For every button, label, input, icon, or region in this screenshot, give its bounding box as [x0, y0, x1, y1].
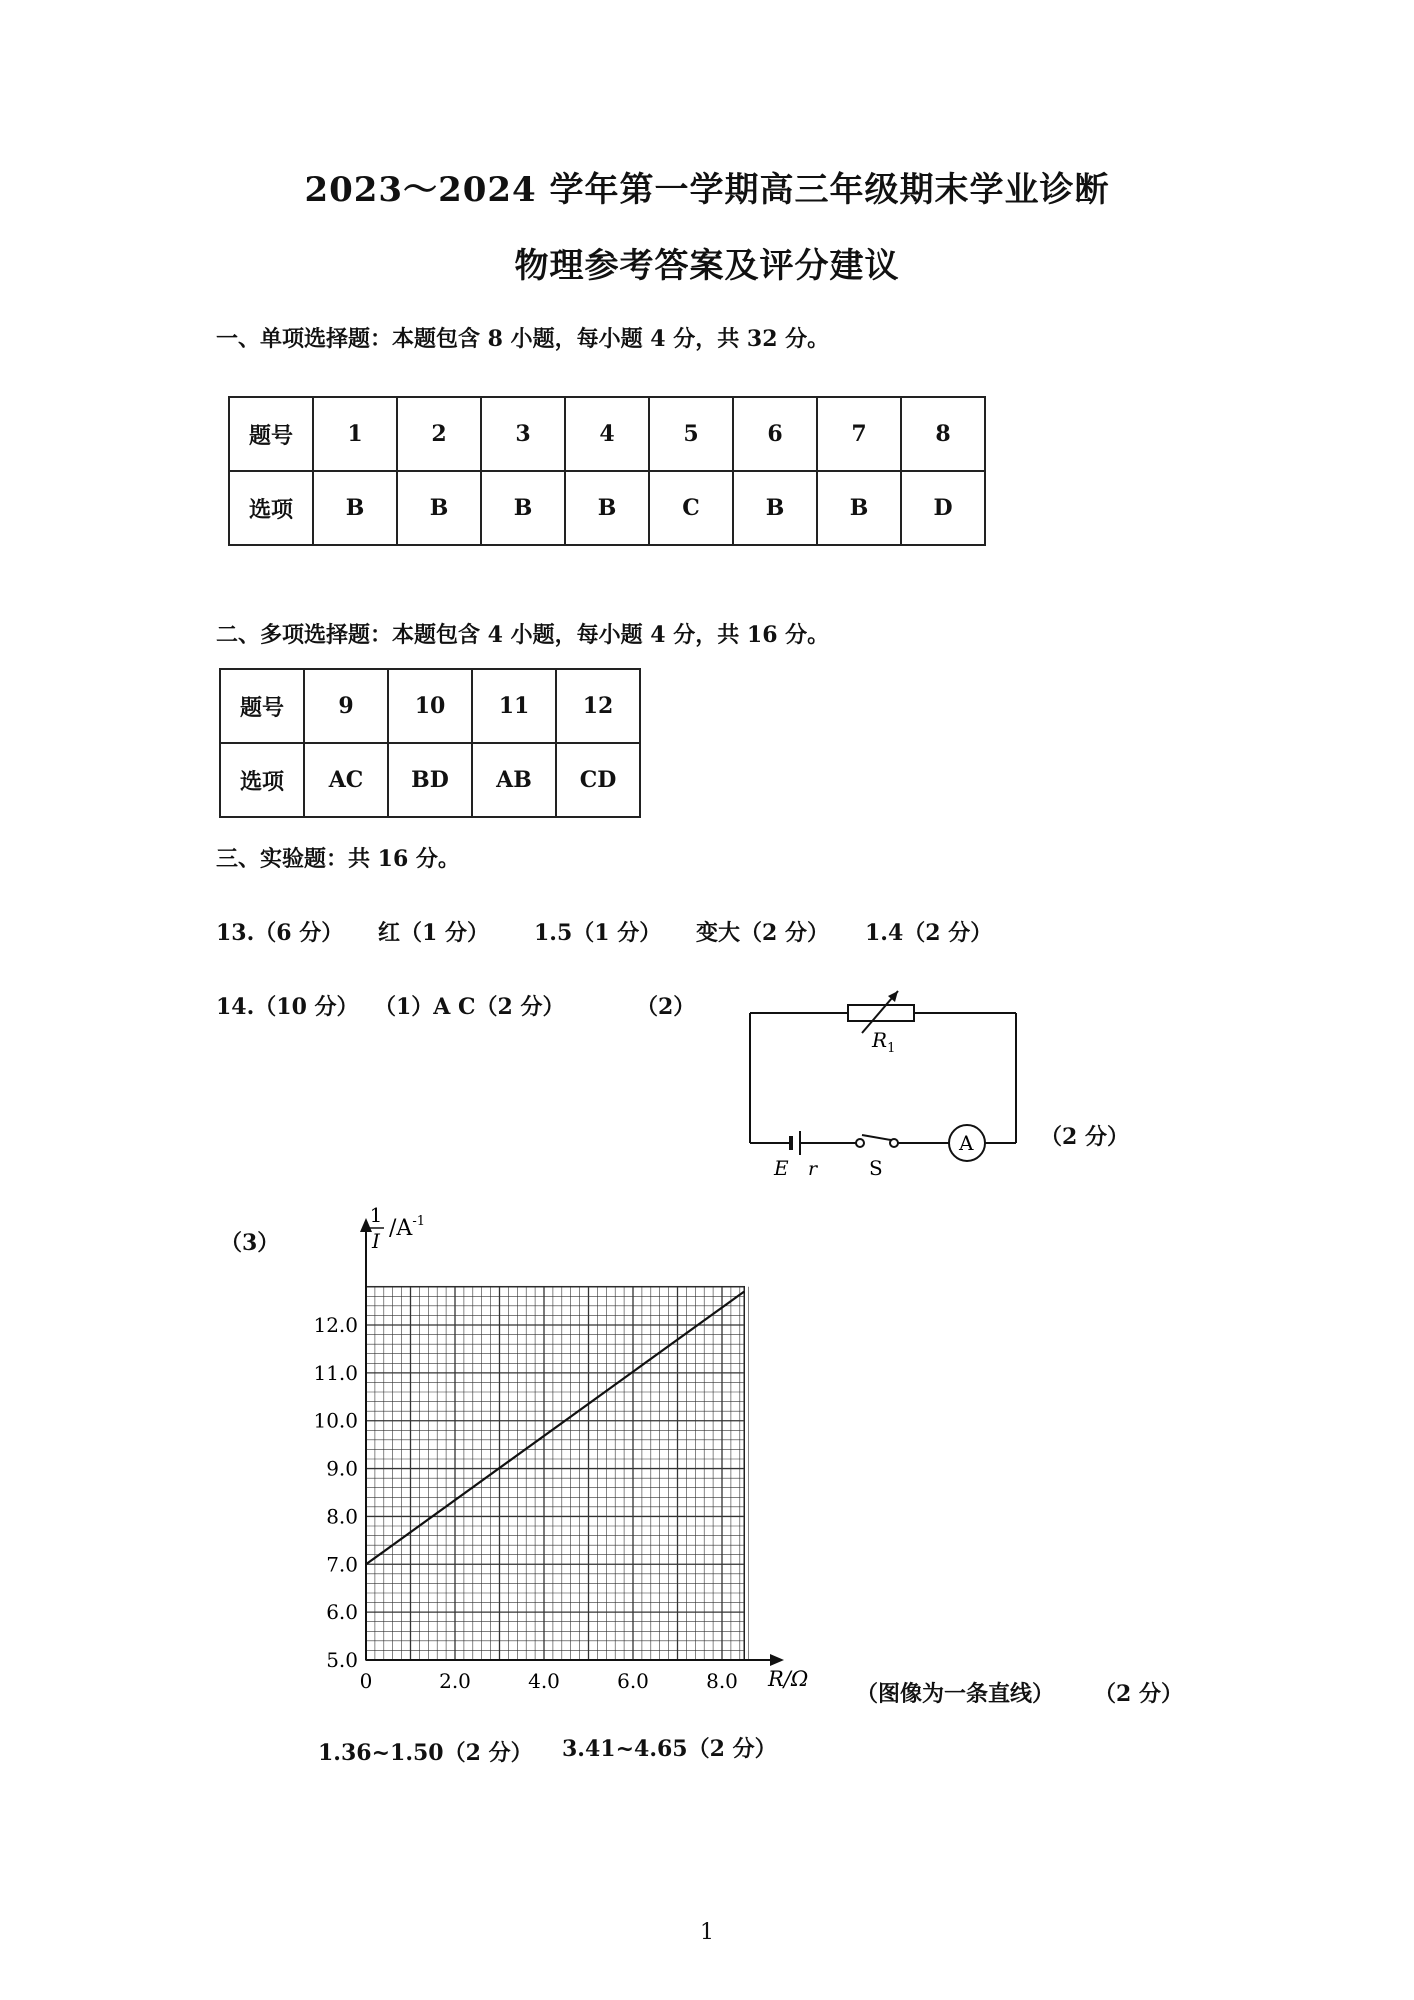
rheostat-label: $R_1$	[872, 1028, 896, 1056]
y-label-unit: $/A^{-1}$	[389, 1214, 425, 1241]
switch-contact	[890, 1139, 898, 1147]
question-number: 5	[649, 397, 733, 471]
y-tick-label: 11.0	[313, 1360, 358, 1385]
section2-heading: 二、多项选择题：本题包含 4 小题，每小题 4 分，共 16 分。	[216, 622, 830, 648]
row-label: 题号	[229, 397, 313, 471]
multiple-choice-table	[219, 668, 641, 818]
question-number: 6	[733, 397, 817, 471]
q13-answer: 1.4（2 分）	[865, 920, 993, 946]
table-row	[220, 669, 640, 743]
grid-border	[366, 1287, 744, 1660]
q14-part3-answer: 3.41~4.65（2 分）	[562, 1736, 777, 1762]
q14-part3-label: （3）	[220, 1230, 280, 1256]
y-label-denominator: I	[372, 1229, 380, 1253]
ammeter-label: A	[959, 1131, 974, 1155]
q13-label: 13.（6 分）	[216, 920, 344, 946]
section3-heading: 三、实验题：共 16 分。	[216, 846, 460, 872]
switch-contact	[856, 1139, 864, 1147]
answer-cell: AB	[472, 743, 556, 817]
y-tick-label: 8.0	[326, 1504, 358, 1529]
row-label: 选项	[220, 743, 304, 817]
row-label: 选项	[229, 471, 313, 545]
page-subtitle: 物理参考答案及评分建议	[514, 246, 900, 286]
y-label-numerator: 1	[369, 1203, 383, 1227]
switch-label: S	[869, 1156, 883, 1180]
table-row	[229, 397, 985, 471]
reciprocal-current-chart	[290, 1190, 850, 1710]
q14-part1: （1）A C（2 分）	[374, 994, 565, 1020]
row-label: 题号	[220, 669, 304, 743]
q13-answer: 1.5（1 分）	[534, 920, 662, 946]
answer-cell: AC	[304, 743, 388, 817]
question-number: 11	[472, 669, 556, 743]
circuit-diagram	[730, 975, 1030, 1195]
rheostat-resistor	[848, 1005, 914, 1021]
answer-cell: B	[397, 471, 481, 545]
x-axis-label: R/Ω	[768, 1667, 809, 1691]
y-tick-label: 10.0	[313, 1408, 358, 1433]
answer-cell: B	[313, 471, 397, 545]
x-tick-label: 2.0	[439, 1669, 471, 1693]
q13-answer: 变大（2 分）	[696, 920, 829, 946]
question-number: 1	[313, 397, 397, 471]
internal-resistance-label: r	[808, 1158, 818, 1180]
x-tick-label: 6.0	[617, 1669, 649, 1693]
answer-cell: BD	[388, 743, 472, 817]
q14-label: 14.（10 分）	[216, 994, 359, 1020]
emf-label: E	[774, 1156, 789, 1180]
q14-part3-answer: 1.36~1.50（2 分）	[318, 1740, 533, 1766]
answer-cell: D	[901, 471, 985, 545]
question-number: 10	[388, 669, 472, 743]
section1-heading: 一、单项选择题：本题包含 8 小题，每小题 4 分，共 32 分。	[216, 326, 830, 352]
question-number: 2	[397, 397, 481, 471]
answer-cell: B	[481, 471, 565, 545]
switch-blade	[862, 1135, 891, 1140]
question-number: 9	[304, 669, 388, 743]
chart-grid	[366, 1287, 749, 1660]
x-tick-label: 8.0	[706, 1669, 738, 1693]
question-number: 3	[481, 397, 565, 471]
circuit-score: （2 分）	[1040, 1124, 1129, 1150]
y-tick-label: 5.0	[326, 1648, 358, 1672]
y-tick-label: 6.0	[326, 1600, 358, 1625]
page-title: 2023～2024 学年第一学期高三年级期末学业诊断	[304, 170, 1110, 210]
answer-cell: CD	[556, 743, 640, 817]
answer-cell: C	[649, 471, 733, 545]
table-row	[229, 471, 985, 545]
y-tick-label: 9.0	[326, 1456, 358, 1481]
single-choice-table	[228, 396, 986, 546]
question-number: 8	[901, 397, 985, 471]
table-row	[220, 743, 640, 817]
y-tick-label: 12.0	[313, 1313, 358, 1337]
question-number: 12	[556, 669, 640, 743]
answer-cell: B	[565, 471, 649, 545]
q14-part2-label: （2）	[636, 994, 696, 1020]
fit-line	[366, 1292, 744, 1565]
q13-answer: 红（1 分）	[378, 920, 489, 946]
answer-cell: B	[733, 471, 817, 545]
question-number: 7	[817, 397, 901, 471]
question-number: 4	[565, 397, 649, 471]
y-tick-label: 7.0	[326, 1552, 358, 1577]
x-axis-arrowhead	[770, 1654, 784, 1666]
graph-score: （2 分）	[1094, 1681, 1183, 1707]
x-tick-label: 0	[359, 1669, 373, 1693]
graph-note: （图像为一条直线）	[856, 1681, 1055, 1707]
page-number: 1	[700, 1920, 714, 1945]
answer-cell: B	[817, 471, 901, 545]
x-tick-label: 4.0	[528, 1669, 560, 1693]
